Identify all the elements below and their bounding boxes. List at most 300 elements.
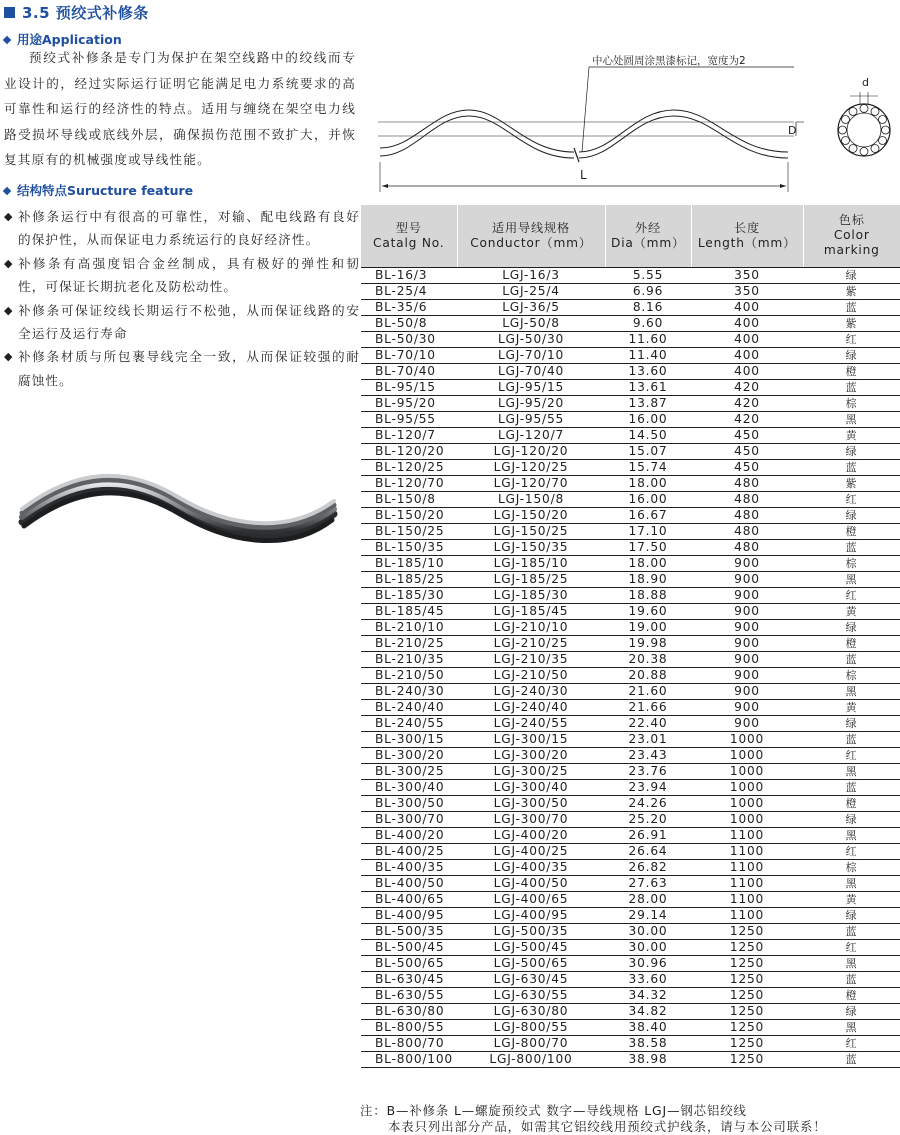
dia-cell: 38.58: [605, 1035, 691, 1051]
color-cell: 黑: [803, 955, 900, 971]
color-cell: 绿: [803, 267, 900, 283]
table-row: [361, 619, 900, 635]
dia-cell: 24.26: [605, 795, 691, 811]
conductor-cell: LGJ-300/25: [457, 763, 605, 779]
catalog-cell: BL-120/25: [361, 459, 457, 475]
dia-cell: 16.67: [605, 507, 691, 523]
color-cell: 黄: [803, 427, 900, 443]
catalog-cell: BL-300/40: [361, 779, 457, 795]
conductor-cell: LGJ-120/20: [457, 443, 605, 459]
color-cell: 橙: [803, 795, 900, 811]
dia-cell: 17.10: [605, 523, 691, 539]
color-cell: 绿: [803, 507, 900, 523]
dia-cell: 19.60: [605, 603, 691, 619]
dia-cell: 19.00: [605, 619, 691, 635]
catalog-cell: BL-50/8: [361, 315, 457, 331]
length-cell: 1250: [691, 971, 803, 987]
table-row: [361, 267, 900, 283]
length-cell: 400: [691, 315, 803, 331]
length-cell: 1000: [691, 779, 803, 795]
conductor-cell: LGJ-800/70: [457, 1035, 605, 1051]
color-cell: 红: [803, 331, 900, 347]
conductor-cell: LGJ-300/15: [457, 731, 605, 747]
table-row: [361, 987, 900, 1003]
catalog-cell: BL-150/8: [361, 491, 457, 507]
dia-cell: 38.40: [605, 1019, 691, 1035]
dia-cell: 6.96: [605, 283, 691, 299]
length-cell: 400: [691, 363, 803, 379]
conductor-cell: LGJ-400/35: [457, 859, 605, 875]
dia-cell: 18.90: [605, 571, 691, 587]
color-cell: 红: [803, 1035, 900, 1051]
conductor-cell: LGJ-150/35: [457, 539, 605, 555]
conductor-cell: LGJ-95/20: [457, 395, 605, 411]
conductor-cell: LGJ-185/10: [457, 555, 605, 571]
color-cell: 绿: [803, 811, 900, 827]
conductor-cell: LGJ-25/4: [457, 283, 605, 299]
conductor-cell: LGJ-400/65: [457, 891, 605, 907]
dia-cell: 13.87: [605, 395, 691, 411]
diamond-bullet-icon: ◆: [4, 210, 14, 223]
length-cell: 480: [691, 507, 803, 523]
catalog-cell: BL-630/80: [361, 1003, 457, 1019]
catalog-cell: BL-210/50: [361, 667, 457, 683]
feature-item: ◆ 补修条可保证绞线长期运行不松弛，从而保证线路的安全运行及运行寿命: [4, 299, 360, 346]
color-cell: 蓝: [803, 779, 900, 795]
conductor-cell: LGJ-95/55: [457, 411, 605, 427]
conductor-cell: LGJ-800/55: [457, 1019, 605, 1035]
conductor-cell: LGJ-630/80: [457, 1003, 605, 1019]
dia-cell: 27.63: [605, 875, 691, 891]
header-dia: 外经 Dia（mm）: [605, 205, 691, 267]
dia-cell: 15.07: [605, 443, 691, 459]
table-row: [361, 427, 900, 443]
table-row: [361, 411, 900, 427]
color-cell: 蓝: [803, 379, 900, 395]
table-row: [361, 507, 900, 523]
length-cell: 450: [691, 459, 803, 475]
catalog-cell: BL-185/30: [361, 587, 457, 603]
footnote: [360, 1103, 896, 1134]
dia-cell: 5.55: [605, 267, 691, 283]
length-cell: 420: [691, 395, 803, 411]
conductor-cell: LGJ-240/55: [457, 715, 605, 731]
catalog-cell: BL-50/30: [361, 331, 457, 347]
conductor-cell: LGJ-150/25: [457, 523, 605, 539]
spec-table: [361, 205, 900, 1068]
structure-list: [4, 205, 360, 392]
table-row: [361, 363, 900, 379]
catalog-cell: BL-800/100: [361, 1051, 457, 1067]
dia-cell: 8.16: [605, 299, 691, 315]
table-row: [361, 667, 900, 683]
callout-text: 中心处圆周涂黑漆标记，宽度为2: [592, 55, 746, 67]
length-cell: 1000: [691, 731, 803, 747]
diamond-bullet-icon: ◆: [4, 303, 14, 317]
table-row: [361, 699, 900, 715]
dia-cell: 23.76: [605, 763, 691, 779]
table-row: [361, 939, 900, 955]
dia-cell: 22.40: [605, 715, 691, 731]
color-cell: 黑: [803, 571, 900, 587]
dia-cell: 28.00: [605, 891, 691, 907]
length-cell: 900: [691, 683, 803, 699]
table-row: [361, 539, 900, 555]
conductor-cell: LGJ-400/50: [457, 875, 605, 891]
table-row: [361, 299, 900, 315]
table-row: [361, 443, 900, 459]
conductor-cell: LGJ-210/10: [457, 619, 605, 635]
diamond-icon: [3, 36, 11, 44]
color-cell: 绿: [803, 907, 900, 923]
color-cell: 紫: [803, 315, 900, 331]
conductor-cell: LGJ-185/30: [457, 587, 605, 603]
conductor-cell: LGJ-210/25: [457, 635, 605, 651]
table-row: [361, 571, 900, 587]
color-cell: 蓝: [803, 1051, 900, 1067]
product-photo: [18, 470, 338, 550]
length-cell: 1100: [691, 843, 803, 859]
dia-cell: 16.00: [605, 491, 691, 507]
length-cell: 1250: [691, 1003, 803, 1019]
length-cell: 1100: [691, 907, 803, 923]
table-row: [361, 971, 900, 987]
dia-cell: 20.38: [605, 651, 691, 667]
catalog-cell: BL-240/55: [361, 715, 457, 731]
conductor-cell: LGJ-210/35: [457, 651, 605, 667]
length-cell: 900: [691, 667, 803, 683]
table-row: [361, 955, 900, 971]
table-row: [361, 635, 900, 651]
square-icon: [4, 7, 15, 18]
color-cell: 黑: [803, 683, 900, 699]
catalog-cell: BL-800/70: [361, 1035, 457, 1051]
color-cell: 黑: [803, 763, 900, 779]
dia-cell: 26.82: [605, 859, 691, 875]
catalog-cell: BL-630/55: [361, 987, 457, 1003]
conductor-cell: LGJ-300/70: [457, 811, 605, 827]
dia-cell: 38.98: [605, 1051, 691, 1067]
conductor-cell: LGJ-240/30: [457, 683, 605, 699]
conductor-cell: LGJ-95/15: [457, 379, 605, 395]
dia-cell: 16.00: [605, 411, 691, 427]
length-cell: 1250: [691, 1019, 803, 1035]
table-row: [361, 683, 900, 699]
application-text: 预绞式补修条是专门为保护在架空线路中的绞线而专业设计的，经过实际运行证明它能满足电力系统要求的高可靠性和运行的经济性的特点。适用与缠绕在架空电力线路受损坏导线或底线外层，确保损伤范围不致扩大，并恢复其原有的机械强度或导线性能。: [4, 50, 356, 168]
conductor-cell: LGJ-300/50: [457, 795, 605, 811]
length-cell: 900: [691, 699, 803, 715]
conductor-cell: LGJ-120/25: [457, 459, 605, 475]
length-cell: 1100: [691, 891, 803, 907]
footnote-line-2: 本表只列出部分产品，如需其它铝绞线用预绞式护线条，请与本公司联系！: [388, 1118, 827, 1134]
table-row: [361, 1019, 900, 1035]
table-row: [361, 395, 900, 411]
color-cell: 橙: [803, 987, 900, 1003]
dia-cell: 30.96: [605, 955, 691, 971]
color-cell: 黑: [803, 1019, 900, 1035]
color-cell: 黄: [803, 699, 900, 715]
table-row: [361, 315, 900, 331]
dia-cell: 26.64: [605, 843, 691, 859]
catalog-cell: BL-185/10: [361, 555, 457, 571]
dia-cell: 13.60: [605, 363, 691, 379]
length-cell: 1100: [691, 859, 803, 875]
conductor-cell: LGJ-70/40: [457, 363, 605, 379]
length-cell: 900: [691, 587, 803, 603]
color-cell: 绿: [803, 1003, 900, 1019]
length-cell: 1250: [691, 987, 803, 1003]
conductor-cell: LGJ-16/3: [457, 267, 605, 283]
dia-cell: 18.88: [605, 587, 691, 603]
catalog-cell: BL-400/65: [361, 891, 457, 907]
conductor-cell: LGJ-630/45: [457, 971, 605, 987]
dia-cell: 23.94: [605, 779, 691, 795]
length-cell: 1250: [691, 939, 803, 955]
dia-cell: 18.00: [605, 555, 691, 571]
table-row: [361, 283, 900, 299]
catalog-cell: BL-240/40: [361, 699, 457, 715]
catalog-cell: BL-400/25: [361, 843, 457, 859]
conductor-cell: LGJ-300/20: [457, 747, 605, 763]
color-cell: 橙: [803, 523, 900, 539]
dia-cell: 34.82: [605, 1003, 691, 1019]
catalog-cell: BL-400/35: [361, 859, 457, 875]
table-row: [361, 891, 900, 907]
length-cell: 900: [691, 635, 803, 651]
conductor-cell: LGJ-120/7: [457, 427, 605, 443]
dia-cell: 21.66: [605, 699, 691, 715]
catalog-cell: BL-300/15: [361, 731, 457, 747]
length-cell: 900: [691, 555, 803, 571]
table-row: [361, 555, 900, 571]
color-cell: 棕: [803, 555, 900, 571]
catalog-cell: BL-150/20: [361, 507, 457, 523]
table-row: [361, 827, 900, 843]
color-cell: 蓝: [803, 923, 900, 939]
catalog-cell: BL-95/20: [361, 395, 457, 411]
dia-cell: 25.20: [605, 811, 691, 827]
table-row: [361, 907, 900, 923]
dia-cell: 23.43: [605, 747, 691, 763]
catalog-cell: BL-95/55: [361, 411, 457, 427]
table-row: [361, 459, 900, 475]
conductor-cell: LGJ-500/65: [457, 955, 605, 971]
length-cell: 480: [691, 539, 803, 555]
footnote-line-1: 注：B—补修条 L—螺旋预绞式 数字—导线规格 LGJ—钢芯铝绞线: [360, 1103, 747, 1118]
table-row: [361, 347, 900, 363]
color-cell: 橙: [803, 363, 900, 379]
catalog-cell: BL-300/20: [361, 747, 457, 763]
length-cell: 900: [691, 603, 803, 619]
color-cell: 黄: [803, 891, 900, 907]
length-cell: 480: [691, 491, 803, 507]
length-cell: 450: [691, 443, 803, 459]
catalog-cell: BL-210/35: [361, 651, 457, 667]
color-cell: 绿: [803, 715, 900, 731]
table-row: [361, 875, 900, 891]
length-cell: 400: [691, 299, 803, 315]
color-cell: 红: [803, 491, 900, 507]
length-cell: 1100: [691, 827, 803, 843]
length-cell: 1250: [691, 1051, 803, 1067]
table-row: [361, 843, 900, 859]
feature-item: ◆ 补修条有高强度铝合金丝制成，具有极好的弹性和韧性，可保证长期抗老化及防松动性。: [4, 252, 360, 299]
catalog-cell: BL-95/15: [361, 379, 457, 395]
length-cell: 350: [691, 283, 803, 299]
dia-cell: 13.61: [605, 379, 691, 395]
table-row: [361, 475, 900, 491]
length-cell: 1000: [691, 763, 803, 779]
table-row: [361, 1051, 900, 1067]
header-catalog: 型号 Catalg No.: [361, 205, 457, 267]
catalog-cell: BL-300/25: [361, 763, 457, 779]
length-cell: 900: [691, 571, 803, 587]
table-row: [361, 523, 900, 539]
catalog-cell: BL-16/3: [361, 267, 457, 283]
label-D: D: [788, 124, 797, 137]
table-row: [361, 1035, 900, 1051]
table-row: [361, 331, 900, 347]
length-cell: 480: [691, 475, 803, 491]
color-cell: 蓝: [803, 299, 900, 315]
length-cell: 900: [691, 619, 803, 635]
dia-cell: 33.60: [605, 971, 691, 987]
dia-cell: 30.00: [605, 939, 691, 955]
table-row: [361, 379, 900, 395]
length-cell: 450: [691, 427, 803, 443]
catalog-cell: BL-120/20: [361, 443, 457, 459]
catalog-cell: BL-70/10: [361, 347, 457, 363]
color-cell: 黑: [803, 411, 900, 427]
structure-heading: 结构特点Suructure feature: [0, 181, 193, 199]
catalog-cell: BL-35/6: [361, 299, 457, 315]
length-cell: 400: [691, 331, 803, 347]
color-cell: 黑: [803, 875, 900, 891]
color-cell: 黄: [803, 603, 900, 619]
conductor-cell: LGJ-210/50: [457, 667, 605, 683]
table-row: [361, 1003, 900, 1019]
table-row: [361, 859, 900, 875]
conductor-cell: LGJ-120/70: [457, 475, 605, 491]
conductor-cell: LGJ-300/40: [457, 779, 605, 795]
color-cell: 蓝: [803, 971, 900, 987]
color-cell: 棕: [803, 667, 900, 683]
dia-cell: 15.74: [605, 459, 691, 475]
dia-cell: 26.91: [605, 827, 691, 843]
color-cell: 红: [803, 587, 900, 603]
catalog-cell: BL-240/30: [361, 683, 457, 699]
conductor-cell: LGJ-50/30: [457, 331, 605, 347]
conductor-cell: LGJ-36/5: [457, 299, 605, 315]
conductor-cell: LGJ-185/25: [457, 571, 605, 587]
color-cell: 绿: [803, 347, 900, 363]
dia-cell: 19.98: [605, 635, 691, 651]
color-cell: 绿: [803, 443, 900, 459]
length-cell: 1100: [691, 875, 803, 891]
catalog-cell: BL-300/70: [361, 811, 457, 827]
dia-cell: 11.40: [605, 347, 691, 363]
table-row: [361, 763, 900, 779]
catalog-cell: BL-630/45: [361, 971, 457, 987]
length-cell: 1000: [691, 811, 803, 827]
catalog-cell: BL-210/25: [361, 635, 457, 651]
color-cell: 紫: [803, 475, 900, 491]
dia-cell: 34.32: [605, 987, 691, 1003]
color-cell: 蓝: [803, 731, 900, 747]
conductor-cell: LGJ-400/20: [457, 827, 605, 843]
dia-cell: 17.50: [605, 539, 691, 555]
conductor-cell: LGJ-50/8: [457, 315, 605, 331]
catalog-cell: BL-300/50: [361, 795, 457, 811]
length-cell: 400: [691, 347, 803, 363]
catalog-cell: BL-210/10: [361, 619, 457, 635]
table-row: [361, 779, 900, 795]
header-length: 长度 Length（mm）: [691, 205, 803, 267]
catalog-cell: BL-70/40: [361, 363, 457, 379]
dia-cell: 14.50: [605, 427, 691, 443]
catalog-cell: BL-120/7: [361, 427, 457, 443]
dia-cell: 23.01: [605, 731, 691, 747]
conductor-cell: LGJ-240/40: [457, 699, 605, 715]
conductor-cell: LGJ-800/100: [457, 1051, 605, 1067]
length-cell: 1250: [691, 955, 803, 971]
table-row: [361, 587, 900, 603]
dia-cell: 11.60: [605, 331, 691, 347]
conductor-cell: LGJ-630/55: [457, 987, 605, 1003]
catalog-cell: BL-500/35: [361, 923, 457, 939]
color-cell: 棕: [803, 395, 900, 411]
table-row: [361, 491, 900, 507]
color-cell: 红: [803, 747, 900, 763]
conductor-cell: LGJ-150/8: [457, 491, 605, 507]
color-cell: 黑: [803, 827, 900, 843]
table-row: [361, 603, 900, 619]
table-row: [361, 715, 900, 731]
conductor-cell: LGJ-400/25: [457, 843, 605, 859]
catalog-cell: BL-150/25: [361, 523, 457, 539]
length-cell: 1250: [691, 923, 803, 939]
length-cell: 900: [691, 651, 803, 667]
dia-cell: 29.14: [605, 907, 691, 923]
header-conductor: 适用导线规格 Conductor（mm）: [457, 205, 605, 267]
color-cell: 绿: [803, 619, 900, 635]
table-header-row: [361, 205, 900, 267]
catalog-cell: BL-400/20: [361, 827, 457, 843]
dia-cell: 30.00: [605, 923, 691, 939]
catalog-cell: BL-120/70: [361, 475, 457, 491]
length-cell: 1000: [691, 747, 803, 763]
conductor-cell: LGJ-70/10: [457, 347, 605, 363]
color-cell: 蓝: [803, 539, 900, 555]
dia-cell: 9.60: [605, 315, 691, 331]
dia-cell: 20.88: [605, 667, 691, 683]
color-cell: 棕: [803, 859, 900, 875]
dia-cell: 21.60: [605, 683, 691, 699]
length-cell: 1250: [691, 1035, 803, 1051]
length-cell: 420: [691, 379, 803, 395]
table-row: [361, 795, 900, 811]
color-cell: 橙: [803, 635, 900, 651]
length-cell: 900: [691, 715, 803, 731]
diamond-icon: [3, 187, 11, 195]
catalog-cell: BL-185/45: [361, 603, 457, 619]
table-row: [361, 923, 900, 939]
color-cell: 红: [803, 843, 900, 859]
table-row: [361, 651, 900, 667]
conductor-cell: LGJ-500/35: [457, 923, 605, 939]
catalog-cell: BL-800/55: [361, 1019, 457, 1035]
label-L: L: [580, 168, 587, 182]
